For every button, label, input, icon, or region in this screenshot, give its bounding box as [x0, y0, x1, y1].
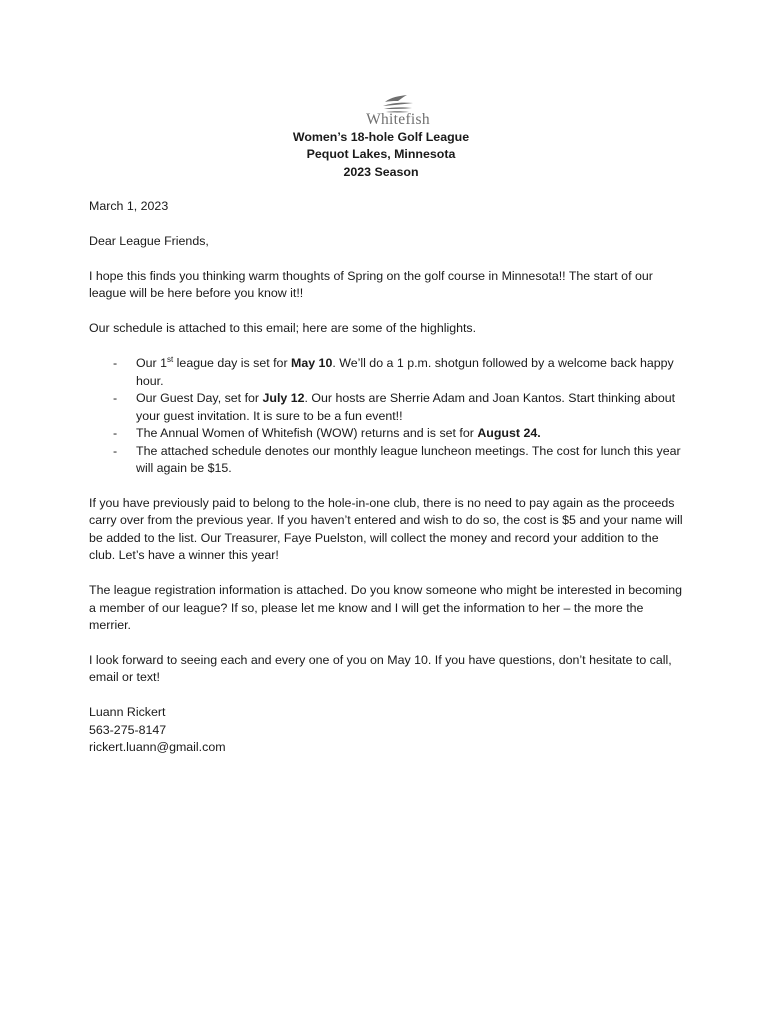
signature-name: Luann Rickert — [89, 705, 166, 720]
letter-page — [89, 94, 683, 757]
intro-paragraph: I hope this finds you thinking warm thoughts of Spring on the golf course in Minnesota!! The start of our league will be here before you know it!! — [89, 269, 653, 301]
closing-paragraph: I look forward to seeing each and every one of you on May 10. If you have questions, don’t hesitate to call, email or text! — [89, 652, 672, 685]
highlights-list — [89, 355, 683, 477]
letter-salutation: Dear League Friends, — [89, 234, 209, 249]
registration-paragraph: The league registration information is attached. Do you know someone who might be interested in becoming a member of our league? If so, please let me know and I will get the information to her – the more the merrier. — [89, 583, 683, 632]
logo-wordmark: Whitefish — [366, 111, 430, 128]
whitefish-logo — [163, 94, 633, 128]
list-dash: - — [113, 426, 118, 441]
signature-email: rickert.luann@gmail.com — [89, 740, 226, 755]
list-item: - The attached schedule denotes our monthly league luncheon meetings. The cost for lunch this year will again be $15. — [113, 443, 681, 475]
letter-date: March 1, 2023 — [89, 199, 169, 214]
list-item: - Our 1st league day is set for May 10. We’ll do a 1 p.m. shotgun followed by a welcome back happy hour. — [113, 355, 674, 388]
date-may-10: May 10 — [291, 356, 333, 371]
list-dash: - — [113, 391, 118, 406]
letter-header — [79, 129, 683, 181]
list-dash: - — [113, 443, 118, 458]
league-season: 2023 Season — [343, 164, 419, 179]
league-location: Pequot Lakes, Minnesota — [306, 147, 456, 162]
date-august-24: August 24. — [477, 426, 541, 441]
hole-in-one-paragraph: If you have previously paid to belong to the hole-in-one club, there is no need to pay again as the proceeds carry over from the previous year. If you haven’t entered and wish to do so, the cost is $5 and your name will be added to the list. Our Treasurer, Faye Puelston, will collect the money and record your addition to the club. Let’s have a winner this year! — [89, 495, 683, 563]
list-item: - Our Guest Day, set for July 12. Our hosts are Sherrie Adam and Joan Kantos. Start thinking about your guest invitation. It is sure to be a fun event!! — [113, 391, 676, 423]
signature-phone: 563-275-8147 — [89, 722, 167, 737]
list-item: - The Annual Women of Whitefish (WOW) returns and is set for August 24. — [89, 425, 683, 442]
league-title: Women’s 18-hole Golf League — [292, 130, 470, 144]
signature-block — [89, 704, 683, 756]
date-july-12: July 12 — [262, 391, 305, 406]
list-dash: - — [113, 356, 118, 371]
highlights-intro: Our schedule is attached to this email; here are some of the highlights. — [89, 321, 477, 336]
